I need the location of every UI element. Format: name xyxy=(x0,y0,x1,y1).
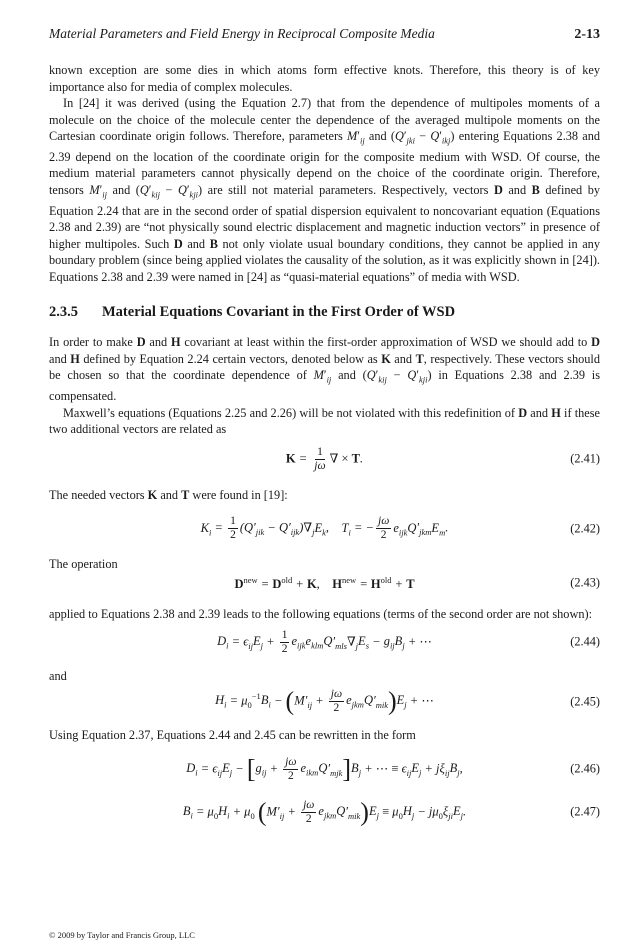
paragraph-4: Maxwell’s equations (Equations 2.25 and 2.26) will be not violated with this redefinition of D and H if these two additional vectors are related as xyxy=(49,405,601,437)
equation-2-47: $B_i = \mu_0H_i + \mu_0$ ($M'_{ij}$ + $\frac{j\omega}{2}$ $e_{jkm}Q'_{mik})E_j \equiv \mu_0H_j - j\mu_0\xi_{ji}E_j$. (2.47) xyxy=(182,797,600,827)
equation-2-41: K = $\frac{1}{j\omega}$ ∇ × T. (2.41) xyxy=(285,445,600,472)
paragraph-5: The needed vectors K and T were found in [19]: xyxy=(49,487,288,502)
paragraph-1: known exception are some dies in which atoms form effective knots. Therefore, this theory is of key importance also for media of complex molecules. xyxy=(49,63,600,94)
section-number: 2.3.5 xyxy=(49,304,78,321)
running-header xyxy=(49,26,600,43)
paragraph-8: and xyxy=(49,668,67,683)
equation-number: (2.45) xyxy=(570,694,600,709)
equation-2-42: $K_i$ = $\frac{1}{2}$ $(Q'_{jik} - Q'_{ijk})\nabla_jE_k$, $T_i$ = − $\frac{j\omega}{2}$ $e_{ijk}Q'_{jkm}E_m$. (2.42) xyxy=(200,515,600,542)
running-title: Material Parameters and Field Energy in Reciprocal Composite Media xyxy=(49,26,435,41)
paragraph-9: Using Equation 2.37, Equations 2.44 and 2.45 can be rewritten in the form xyxy=(49,728,416,743)
equation-2-43: $D^{new} = D^{old} + K$, $H^{new} = H^{old} + T$ (2.43) xyxy=(234,574,600,592)
equation-2-45: $H_i = \mu_0^{-1}B_i - (M'_{ij}$ + $\frac{j\omega}{2}$ $e_{jkm}Q'_{mik})E_j$ + ⋯ (2.45) xyxy=(215,686,600,716)
equation-number: (2.43) xyxy=(570,575,600,590)
paragraph-6: The operation xyxy=(49,557,118,572)
main-text xyxy=(49,62,600,826)
equation-number: (2.46) xyxy=(570,761,600,776)
page-number: 2-13 xyxy=(574,27,600,42)
equation-number: (2.47) xyxy=(570,804,600,819)
equation-number: (2.42) xyxy=(570,521,600,536)
paragraph-2: In [24] it was derived (using the Equation 2.7) that from the dependence of multipoles moments of a molecule on the choice of the molecule center the dependence of the averaged multipole moments on the Cartesian coordinate origin follows. Therefore, parameters $M'_{ij}$ and $(Q'_{jki} - Q'_{ikj})$ entering Equations 2.38 and 2.39 depend on the location of the coordinate origin for the composite medium with WSD. Of course, the medium material parameters cannot physically depend on the choice of the coordinate origin. Therefore, tensors $M'_{ij}$ and $(Q'_{kij} - Q'_{kji})$ are still not material parameters. Respectively, vectors D and B defined by Equation 2.24 that are in the second order of spatial dispersion equivalent to noncovariant equation (Equations 2.38 and 2.39) are “not physically sound electric displacement and magnetic induction vectors” in presence of higher multipoles. Such D and B not only violate usual boundary conditions, they cannot be applied in any boundary problem (since being applied violates the causality of the solution, as it was explicitly shown in [24]). Equations 2.38 and 2.39 were named in [24] as “quasi-material equations” of media with WSD. xyxy=(49,96,600,284)
section-heading xyxy=(49,304,600,321)
paragraph-3: In order to make D and H covariant at least within the first-order approximation of WSD we should add to D and H defined by Equation 2.24 certain vectors, denoted below as K and T, respectively. These vectors should be chosen so that the coordinate dependence of $M'_{ij}$ and $(Q'_{kij} - Q'_{kji})$ in Equations 2.38 and 2.39 is compensated. xyxy=(49,335,600,404)
section-title: Material Equations Covariant in the First Order of WSD xyxy=(102,304,456,321)
equation-number: (2.44) xyxy=(570,634,600,649)
equation-2-46: $D_i = \epsilon_{ij}E_j - [g_{ij}$ + $\frac{j\omega}{2}$ $e_{ikm}Q'_{mjk}]B_j$ + ⋯ ≡ $\epsilon_{ij}E_j + j\xi_{ij}B_j$, (2.46) xyxy=(186,754,600,784)
equation-number: (2.41) xyxy=(570,451,600,466)
equation-2-44: $D_i = \epsilon_{ij}E_j$ + $\frac{1}{2}$ $e_{ijk}e_{klm}Q'_{mls}\nabla_jE_s - g_{ij}B_j$ + ⋯ (2.44) xyxy=(217,628,600,655)
paragraph-7: applied to Equations 2.38 and 2.39 leads to the following equations (terms of the second order are not shown): xyxy=(49,607,592,622)
copyright-footer: © 2009 by Taylor and Francis Group, LLC xyxy=(49,930,195,940)
